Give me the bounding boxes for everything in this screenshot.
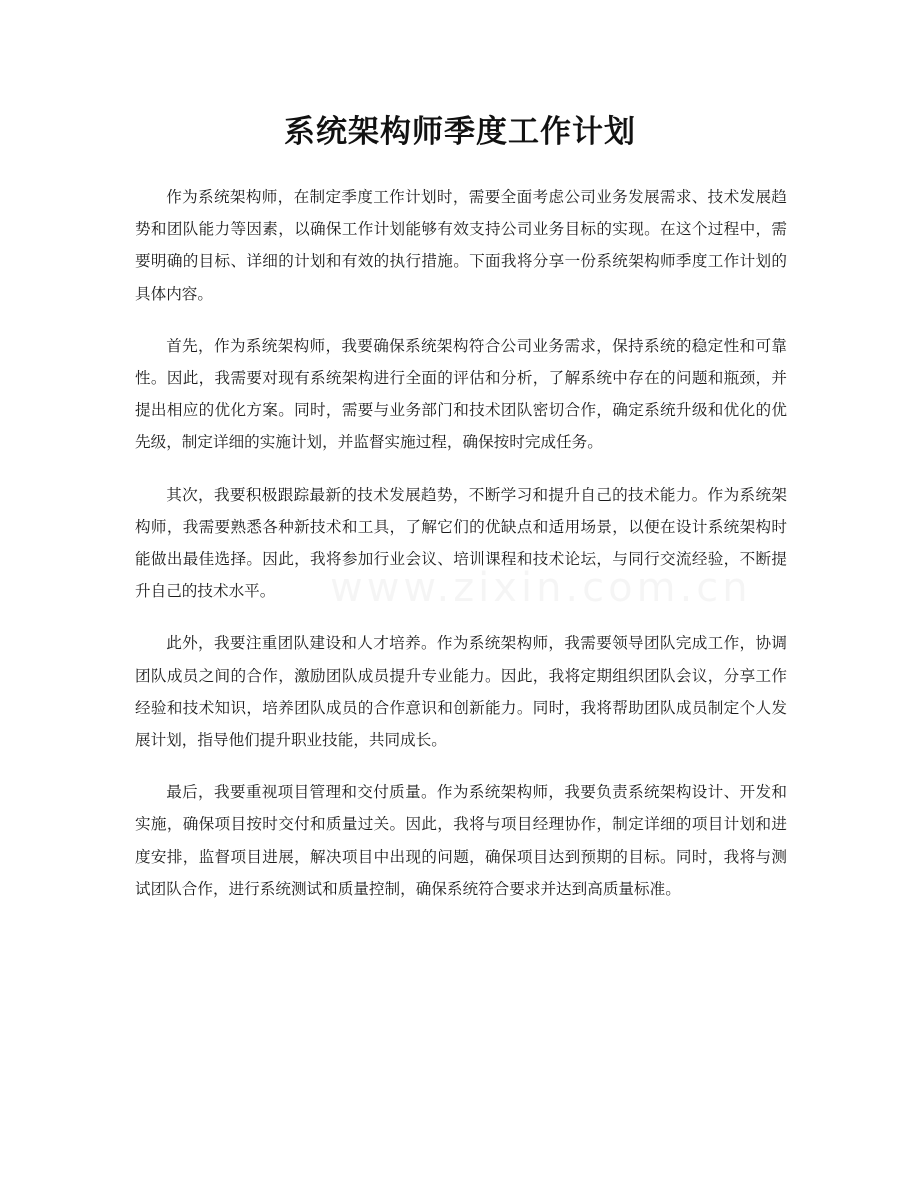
paragraph-second: 其次，我要积极跟踪最新的技术发展趋势，不断学习和提升自己的技术能力。作为系统架构师，我需要熟悉各种新技术和工具，了解它们的优缺点和适用场景，以便在设计系统架构时能做出最佳选择。因此，我将参加行业会议、培训课程和技术论坛，与同行交流经验，不断提升自己的技术水平。 bbox=[135, 485, 787, 601]
paragraph-last: 最后，我要重视项目管理和交付质量。作为系统架构师，我要负责系统架构设计、开发和实施，确保项目按时交付和质量过关。因此，我将与项目经理协作，制定详细的项目计划和进度安排，监督项目进展，解决项目中出现的问题，确保项目达到预期的目标。同时，我将与测试团队合作，进行系统测试和质量控制，确保系统符合要求并达到高质量标准。 bbox=[135, 783, 787, 898]
document-body bbox=[135, 181, 787, 925]
paragraph-intro: 作为系统架构师，在制定季度工作计划时，需要全面考虑公司业务发展需求、技术发展趋势和团队能力等因素，以确保工作计划能够有效支持公司业务目标的实现。在这个过程中，需要明确的目标、详细的计划和有效的执行措施。下面我将分享一份系统架构师季度工作计划的具体内容。 bbox=[135, 188, 787, 303]
paragraph-third: 此外，我要注重团队建设和人才培养。作为系统架构师，我需要领导团队完成工作，协调团队成员之间的合作，激励团队成员提升专业能力。因此，我将定期组织团队会议，分享工作经验和技术知识，培养团队成员的合作意识和创新能力。同时，我将帮助团队成员制定个人发展计划，指导他们提升职业技能，共同成长。 bbox=[135, 634, 787, 750]
paragraph-first: 首先，作为系统架构师，我要确保系统架构符合公司业务需求，保持系统的稳定性和可靠性。因此，我需要对现有系统架构进行全面的评估和分析，了解系统中存在的问题和瓶颈，并提出相应的优化方案。同时，需要与业务部门和技术团队密切合作，确定系统升级和优化的优先级，制定详细的实施计划，并监督实施过程，确保按时完成任务。 bbox=[135, 336, 787, 452]
document-title: 系统架构师季度工作计划 bbox=[284, 114, 636, 150]
